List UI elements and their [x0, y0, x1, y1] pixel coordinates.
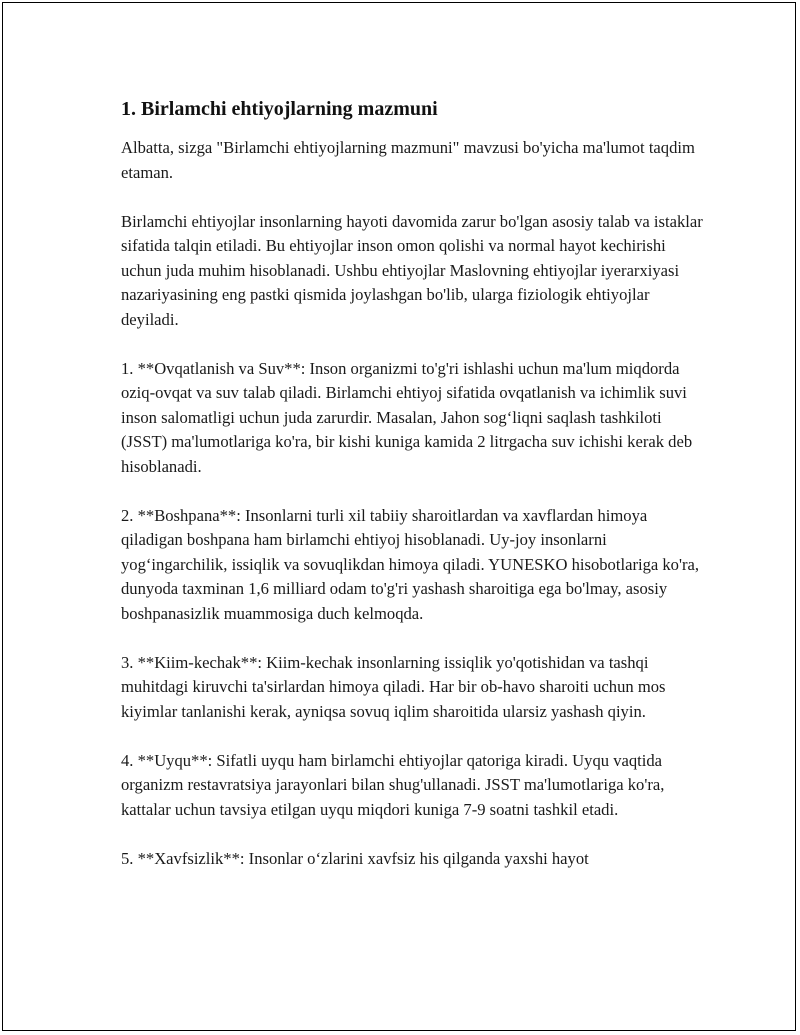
list-item-shelter: 2. **Boshpana**: Insonlarni turli xil tabiiy sharoitlardan va xavflardan himoya qiladigan boshpana ham birlamchi ehtiyoj hisoblanadi. Uy-joy insonlarni yog‘ingarchilik, issiqlik va sovuqlikdan himoya qiladi. YUNESKO hisobotlariga ko'ra, dunyoda taxminan 1,6 milliard odam to'g'ri yashash sharoitiga ega bo'lmay, asosiy boshpanasizlik muammosiga duch kelmoqda. — [121, 505, 700, 623]
list-item-food-water: 1. **Ovqatlanish va Suv**: Inson organizmi to'g'ri ishlashi uchun ma'lum miqdorda oziq-ovqat va suv talab qiladi. Birlamchi ehtiyoj sifatida ovqatlanish va ichimlik suvi inson salomatligi uchun juda zarurdir. Masalan, Jahon sog‘liqni saqlash tashkiloti (JSST) ma'lumotlariga ko'ra, bir kishi kuniga kamida 2 litrgacha suv ichishi kerak deb hisoblanadi. — [121, 358, 693, 476]
list-item-sleep: 4. **Uyqu**: Sifatli uyqu ham birlamchi ehtiyojlar qatoriga kiradi. Uyqu vaqtida organizm restavratsiya jarayonlari bilan shug'ullanadi. JSST ma'lumotlariga ko'ra, kattalar uchun tavsiya etilgan uyqu miqdori kuniga 7-9 soatni tashkil etadi. — [121, 750, 665, 819]
definition-paragraph: Birlamchi ehtiyojlar insonlarning hayoti davomida zarur bo'lgan asosiy talab va istaklar sifatida talqin etiladi. Bu ehtiyojlar inson omon qolishi va normal hayot kechirishi uchun juda muhim hisoblanadi. Ushbu ehtiyojlar Maslovning ehtiyojlar iyerarxiyasi nazariyasining eng pastki qismida joylashgan bo'lib, ularga fiziologik ehtiyojlar deyiladi. — [121, 211, 703, 329]
intro-paragraph: Albatta, sizga "Birlamchi ehtiyojlarning mazmuni" mavzusi bo'yicha ma'lumot taqdim etaman. — [121, 138, 695, 182]
document-body — [121, 96, 703, 896]
list-item-clothing: 3. **Kiim-kechak**: Kiim-kechak insonlarning issiqlik yo'qotishidan va tashqi muhitdagi kiruvchi ta'sirlardan himoya qiladi. Har bir ob-havo sharoiti uchun mos kiyimlar tanlanishi kerak, ayniqsa sovuq iqlim sharoitida ularsiz yashash qiyin. — [121, 652, 666, 721]
page-frame — [2, 2, 796, 1031]
list-item-safety: 5. **Xavfsizlik**: Insonlar o‘zlarini xavfsiz his qilganda yaxshi hayot — [121, 848, 589, 868]
document-title: 1. Birlamchi ehtiyojlarning mazmuni — [121, 98, 438, 120]
